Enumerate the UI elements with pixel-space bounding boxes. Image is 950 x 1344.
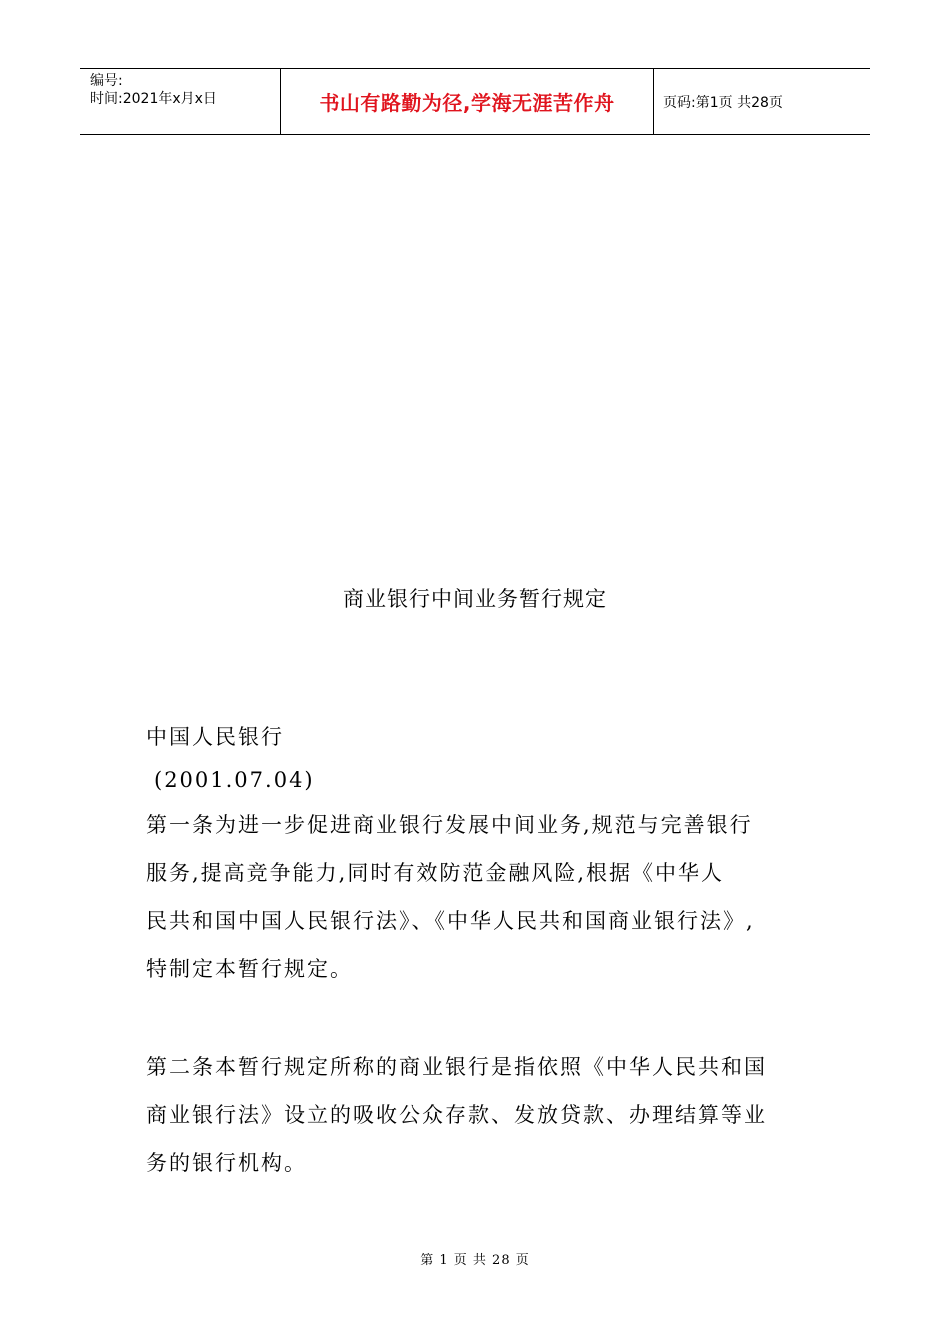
article-2-line: 商业银行法》设立的吸收公众存款、发放贷款、办理结算等业 — [146, 1103, 767, 1127]
page-header — [80, 68, 870, 135]
header-page-cell — [654, 69, 870, 134]
article-1-line: 民共和国中国人民银行法》、《中华人民共和国商业银行法》, — [146, 909, 755, 933]
article-1-line: 服务,提高竞争能力,同时有效防范金融风险,根据《中华人 — [146, 861, 725, 885]
issue-date: (2001.07.04) — [154, 768, 315, 792]
article-1 — [146, 801, 826, 993]
article-2-line: 务的银行机构。 — [146, 1151, 307, 1175]
date-label: 时间:2021年x月x日 — [90, 91, 217, 107]
number-label: 编号: — [90, 73, 123, 89]
issuer: 中国人民银行 — [146, 725, 284, 749]
article-1-line: 特制定本暂行规定。 — [146, 957, 353, 981]
motto-text: 书山有路勤为径,学海无涯苦作舟 — [319, 91, 615, 115]
page-footer: 第 1 页 共 28 页 — [420, 1253, 530, 1268]
header-meta-cell — [80, 69, 281, 134]
document-body — [146, 713, 826, 1187]
article-2 — [146, 1043, 826, 1187]
article-2-line: 第二条本暂行规定所称的商业银行是指依照《中华人民共和国 — [146, 1055, 767, 1079]
header-motto-cell — [281, 69, 654, 134]
document-title: 商业银行中间业务暂行规定 — [343, 587, 607, 611]
article-1-line: 第一条为进一步促进商业银行发展中间业务,规范与完善银行 — [146, 813, 753, 837]
page-info: 页码:第1页 共28页 — [663, 94, 783, 111]
